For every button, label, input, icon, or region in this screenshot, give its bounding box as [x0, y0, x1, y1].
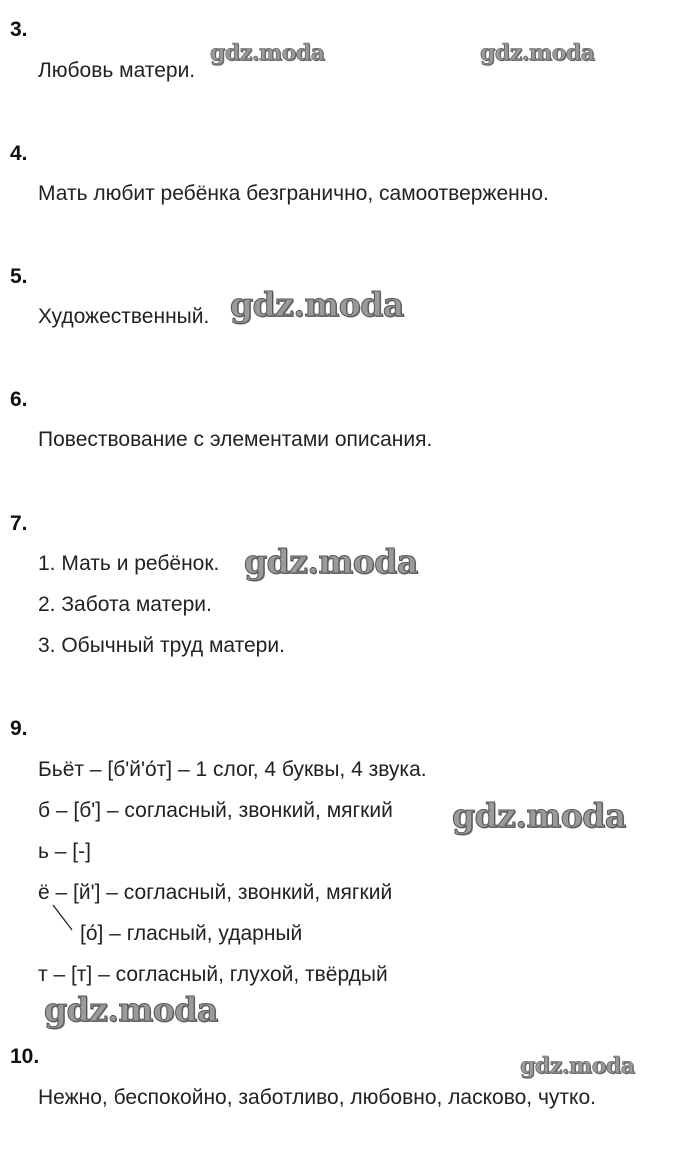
answer-7-item: 3. Обычный труд матери.	[38, 634, 285, 657]
answer-4-number: 4.	[10, 142, 28, 165]
phonetic-line: ё – [й'] – согласный, звонкий, мягкий	[38, 881, 393, 904]
watermark-logo: gdz.moda	[44, 990, 218, 1029]
answer-5-text: Художественный.	[38, 305, 210, 328]
answer-4-text: Мать любит ребёнка безгранично, самоотверженно.	[38, 182, 549, 205]
watermark-logo: gdz.moda	[210, 40, 325, 66]
phonetic-line: ь – [-]	[38, 840, 91, 863]
watermark-logo: gdz.moda	[480, 40, 595, 66]
watermark-logo: gdz.moda	[520, 1053, 635, 1079]
phonetic-connector-line	[51, 903, 77, 933]
answer-5-number: 5.	[10, 265, 28, 288]
answer-7-number: 7.	[10, 512, 28, 535]
phonetic-line-indented: [о́] – гласный, ударный	[80, 922, 303, 945]
phonetic-line: т – [т] – согласный, глухой, твёрдый	[38, 963, 388, 986]
answer-10-number: 10.	[10, 1045, 40, 1068]
phonetic-line: Бьёт – [б'й'о́т] – 1 слог, 4 буквы, 4 звука.	[38, 758, 427, 781]
answer-3-text: Любовь матери.	[38, 59, 196, 82]
phonetic-line: б – [б'] – согласный, звонкий, мягкий	[38, 799, 393, 822]
answer-7-item: 2. Забота матери.	[38, 593, 212, 616]
answer-3-number: 3.	[10, 18, 28, 41]
answer-6-number: 6.	[10, 388, 28, 411]
answer-9-number: 9.	[10, 717, 28, 740]
answer-10-text: Нежно, беспокойно, заботливо, любовно, ласково, чутко.	[38, 1086, 596, 1109]
watermark-logo: gdz.moda	[230, 285, 404, 324]
answer-7-item: 1. Мать и ребёнок.	[38, 552, 220, 575]
answer-6-text: Повествование с элементами описания.	[38, 428, 433, 451]
watermark-logo: gdz.moda	[244, 542, 418, 581]
watermark-logo: gdz.moda	[452, 796, 626, 835]
